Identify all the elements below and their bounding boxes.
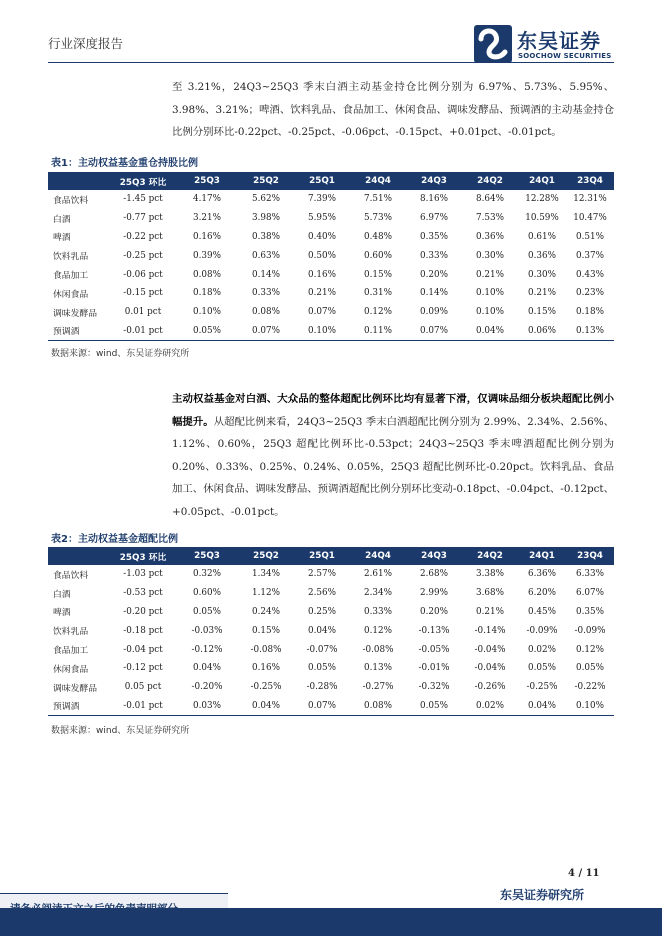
table-cell: 8.64% bbox=[476, 194, 504, 205]
table-row bbox=[48, 190, 614, 209]
table-cell: 0.18% bbox=[576, 307, 604, 318]
table-cell: 0.04% bbox=[462, 322, 518, 341]
table-cell: 0.13% bbox=[566, 322, 614, 341]
table-cell: 0.16% bbox=[308, 269, 336, 280]
table-cell: 0.10% bbox=[193, 307, 221, 318]
table-cell: 0.12% bbox=[576, 644, 604, 655]
table-header-row bbox=[48, 172, 614, 190]
table-cell: 0.61% bbox=[528, 231, 556, 242]
table-cell: 0.01 pct bbox=[124, 307, 162, 318]
table-header-cell: 25Q3 环比 bbox=[110, 172, 176, 190]
table-cell: 0.38% bbox=[252, 231, 280, 242]
table-cell: -0.09% bbox=[574, 625, 606, 636]
table-cell: 0.02% bbox=[528, 644, 556, 655]
table-cell: 0.13% bbox=[364, 663, 392, 674]
table-cell: 3.98% bbox=[252, 213, 280, 224]
table-header-cell: 23Q4 bbox=[566, 172, 614, 190]
table-cell: -0.01% bbox=[418, 663, 450, 674]
table-cell: 0.10% bbox=[476, 288, 504, 299]
table-cell: 0.06% bbox=[518, 322, 566, 341]
table2-source: 数据来源：wind、东吴证券研究所 bbox=[51, 726, 190, 736]
footer-brand: 东吴证券研究所 bbox=[500, 888, 585, 902]
analysis-paragraph bbox=[172, 388, 614, 523]
table-cell: -0.07% bbox=[306, 644, 338, 655]
table-cell: -0.25 pct bbox=[123, 250, 163, 261]
table-cell: 3.68% bbox=[476, 588, 504, 599]
table-cell: 0.04% bbox=[238, 697, 294, 716]
table-header-cell: 24Q3 bbox=[406, 172, 462, 190]
table-cell: -0.18 pct bbox=[123, 625, 163, 636]
table-cell: 0.35% bbox=[420, 231, 448, 242]
table-cell: 0.07% bbox=[294, 697, 350, 716]
row-label: 调味发酵品 bbox=[53, 683, 97, 694]
overweight-table bbox=[48, 547, 614, 716]
table-header-cell: 24Q3 bbox=[406, 547, 462, 565]
table-cell: -0.22% bbox=[574, 682, 606, 693]
table-cell: 0.48% bbox=[364, 231, 392, 242]
table-cell: 7.51% bbox=[364, 194, 392, 205]
table-cell: 0.14% bbox=[252, 269, 280, 280]
table-header-cell: 25Q1 bbox=[294, 547, 350, 565]
table-cell: 0.50% bbox=[308, 250, 336, 261]
brand-logo bbox=[474, 24, 614, 66]
table-header-cell: 24Q2 bbox=[462, 172, 518, 190]
table-cell: 0.30% bbox=[528, 269, 556, 280]
table-row bbox=[48, 246, 614, 265]
table-cell: 6.20% bbox=[528, 588, 556, 599]
row-label: 饮料乳品 bbox=[53, 627, 89, 638]
table-cell: 0.20% bbox=[420, 269, 448, 280]
row-label: 调味发酵品 bbox=[53, 308, 97, 319]
report-type: 行业深度报告 bbox=[48, 36, 124, 51]
table-cell: 5.73% bbox=[364, 213, 392, 224]
table-cell: 5.95% bbox=[308, 213, 336, 224]
table-row bbox=[48, 565, 614, 584]
table-cell: 0.39% bbox=[193, 250, 221, 261]
table-row bbox=[48, 284, 614, 303]
table-cell: 0.03% bbox=[176, 697, 238, 716]
table-cell: 0.12% bbox=[364, 307, 392, 318]
row-label: 白酒 bbox=[53, 589, 71, 600]
table-cell: 0.08% bbox=[252, 307, 280, 318]
table-cell: 0.15% bbox=[252, 625, 280, 636]
table-cell: 0.33% bbox=[252, 288, 280, 299]
table-cell: 0.32% bbox=[193, 569, 221, 580]
table-cell: -0.14% bbox=[474, 625, 506, 636]
footer-bar bbox=[0, 908, 662, 936]
table-header-row bbox=[48, 547, 614, 565]
table-cell: 0.04% bbox=[518, 697, 566, 716]
table-cell: 0.21% bbox=[308, 288, 336, 299]
table-cell: -0.04% bbox=[474, 644, 506, 655]
table-row bbox=[48, 603, 614, 622]
holdings-table bbox=[48, 172, 614, 341]
table-cell: 0.40% bbox=[308, 231, 336, 242]
table-cell: 0.60% bbox=[364, 250, 392, 261]
table-cell: -0.03% bbox=[191, 625, 223, 636]
table-row bbox=[48, 228, 614, 247]
table-cell: 0.07% bbox=[406, 322, 462, 341]
table-cell: 2.99% bbox=[420, 588, 448, 599]
table-cell: 0.33% bbox=[364, 606, 392, 617]
table-cell: -0.13% bbox=[418, 625, 450, 636]
table-cell: 0.18% bbox=[193, 288, 221, 299]
table-cell: 0.05% bbox=[528, 663, 556, 674]
table-cell: 2.56% bbox=[308, 588, 336, 599]
analysis-body: 从超配比例来看，24Q3~25Q3 季末白酒超配比例分别为 2.99%、2.34%、2.56%、1.12%、0.60%，25Q3 超配比例环比-0.53pct；24Q3~25Q3 季末啤酒超配比例分别为 0.20%、0.33%、0.25%、0.24%、0.05%，25Q3 超配比例环比-0.20pct。饮料乳品、食品加工、休闲食品、调味发酵品、预调酒超配比例分别环比变动-0.18pct、-0.04pct、-0.12pct、+0.05pct、-0.01pct。 bbox=[172, 415, 614, 518]
table-row bbox=[48, 584, 614, 603]
table-header-cell bbox=[48, 172, 110, 190]
table-cell: 7.53% bbox=[476, 213, 504, 224]
table-row bbox=[48, 640, 614, 659]
table-cell: -0.28% bbox=[306, 682, 338, 693]
table-cell: 3.21% bbox=[193, 213, 221, 224]
table-header-cell bbox=[48, 547, 110, 565]
table-header-cell: 25Q1 bbox=[294, 172, 350, 190]
table-cell: 1.34% bbox=[252, 569, 280, 580]
table-cell: -0.08% bbox=[362, 644, 394, 655]
table-row bbox=[48, 621, 614, 640]
table-cell: -0.04% bbox=[474, 663, 506, 674]
total-pages: 11 bbox=[585, 868, 600, 879]
table-cell: 7.39% bbox=[308, 194, 336, 205]
table-cell: 0.04% bbox=[193, 663, 221, 674]
table1-source: 数据来源：wind、东吴证券研究所 bbox=[51, 349, 190, 359]
table-cell: 12.28% bbox=[525, 194, 559, 205]
table-cell: 0.05 pct bbox=[124, 682, 162, 693]
table-cell: -0.27% bbox=[362, 682, 394, 693]
intro-paragraph: 至 3.21%，24Q3~25Q3 季末白酒主动基金持仓比例分别为 6.97%、5.73%、5.95%、3.98%、3.21%；啤酒、饮料乳品、食品加工、休闲食品、调味发酵品、预调酒的主动基金持仓比例分别环比-0.22pct、-0.25pct、-0.06pct、-0.15pct、+0.01pct、-0.01pct。 bbox=[172, 81, 614, 138]
table-cell: 0.05% bbox=[193, 606, 221, 617]
table-header-cell: 24Q4 bbox=[350, 547, 406, 565]
table-cell: 0.07% bbox=[308, 307, 336, 318]
row-label: 食品加工 bbox=[53, 646, 89, 657]
table-cell: 0.45% bbox=[528, 606, 556, 617]
table-cell: 0.31% bbox=[364, 288, 392, 299]
table-row bbox=[48, 209, 614, 228]
table-cell: 0.51% bbox=[576, 231, 604, 242]
table-cell: -0.26% bbox=[474, 682, 506, 693]
table-cell: 0.11% bbox=[350, 322, 406, 341]
table-cell: -0.05% bbox=[418, 644, 450, 655]
row-label: 食品饮料 bbox=[53, 570, 89, 581]
table-cell: -0.53 pct bbox=[123, 588, 163, 599]
table-cell: 0.15% bbox=[364, 269, 392, 280]
table-cell: 0.02% bbox=[462, 697, 518, 716]
table-row bbox=[48, 697, 614, 716]
table-cell: -0.01 pct bbox=[110, 322, 176, 341]
table-cell: 0.36% bbox=[528, 250, 556, 261]
table-header-cell: 25Q2 bbox=[238, 172, 294, 190]
row-label: 预调酒 bbox=[48, 697, 110, 716]
page-number bbox=[568, 868, 600, 879]
table-row bbox=[48, 303, 614, 322]
table-cell: 0.05% bbox=[176, 322, 238, 341]
table-cell: 0.08% bbox=[350, 697, 406, 716]
table-cell: -1.03 pct bbox=[123, 569, 163, 580]
row-label: 预调酒 bbox=[48, 322, 110, 341]
table-cell: 6.33% bbox=[576, 569, 604, 580]
table-cell: 0.36% bbox=[476, 231, 504, 242]
table-cell: -0.01 pct bbox=[110, 697, 176, 716]
table-cell: 2.34% bbox=[364, 588, 392, 599]
table-cell: -0.22 pct bbox=[123, 231, 163, 242]
table-cell: 0.08% bbox=[193, 269, 221, 280]
table-cell: 6.36% bbox=[528, 569, 556, 580]
table-cell: 2.61% bbox=[364, 569, 392, 580]
table-cell: 0.20% bbox=[420, 606, 448, 617]
table-cell: 6.97% bbox=[420, 213, 448, 224]
table-cell: -0.09% bbox=[526, 625, 558, 636]
brand-logo-icon bbox=[474, 25, 512, 63]
table-cell: 10.47% bbox=[573, 213, 607, 224]
row-label: 啤酒 bbox=[53, 233, 71, 244]
table-cell: 0.05% bbox=[308, 663, 336, 674]
table-cell: 0.63% bbox=[252, 250, 280, 261]
table-header-cell: 25Q3 bbox=[176, 547, 238, 565]
table-row bbox=[48, 678, 614, 697]
analysis-lead: 主动权益基金对白酒、大众品的整体超配比例环比均有显著下滑，仅调味品细分板块超配比例小幅提升。 bbox=[172, 393, 614, 428]
table-header-cell: 25Q3 bbox=[176, 172, 238, 190]
table-cell: 0.24% bbox=[252, 606, 280, 617]
page-separator: / bbox=[578, 868, 583, 879]
table-cell: 12.31% bbox=[573, 194, 607, 205]
table-row bbox=[48, 322, 614, 341]
row-label: 休闲食品 bbox=[53, 289, 89, 300]
table-cell: -0.12 pct bbox=[123, 663, 163, 674]
brand-name-en: SOOCHOW SECURITIES bbox=[518, 52, 612, 60]
table-cell: 2.68% bbox=[420, 569, 448, 580]
table-cell: -0.77 pct bbox=[123, 213, 163, 224]
table-cell: -0.25% bbox=[250, 682, 282, 693]
table-cell: 0.12% bbox=[364, 625, 392, 636]
table-header-cell: 25Q3 环比 bbox=[110, 547, 176, 565]
table-cell: -1.45 pct bbox=[123, 194, 163, 205]
table-row bbox=[48, 265, 614, 284]
table-cell: 0.21% bbox=[476, 269, 504, 280]
table2-caption: 表2：主动权益基金超配比例 bbox=[51, 534, 178, 545]
table-header-cell: 24Q1 bbox=[518, 547, 566, 565]
table-cell: 0.15% bbox=[528, 307, 556, 318]
table-cell: 0.37% bbox=[576, 250, 604, 261]
table-cell: 0.23% bbox=[576, 288, 604, 299]
brand-name-cn: 东吴证券 bbox=[517, 29, 601, 53]
table-cell: 5.62% bbox=[252, 194, 280, 205]
table-cell: 0.35% bbox=[576, 606, 604, 617]
table-cell: -0.20% bbox=[191, 682, 223, 693]
table-cell: 0.10% bbox=[294, 322, 350, 341]
row-label: 啤酒 bbox=[53, 608, 71, 619]
table-cell: -0.15 pct bbox=[123, 288, 163, 299]
table-cell: 0.33% bbox=[420, 250, 448, 261]
table-cell: 0.04% bbox=[308, 625, 336, 636]
table-cell: 0.10% bbox=[566, 697, 614, 716]
table-cell: -0.08% bbox=[250, 644, 282, 655]
table-header-cell: 23Q4 bbox=[566, 547, 614, 565]
header-divider bbox=[48, 62, 614, 63]
table-cell: -0.12% bbox=[191, 644, 223, 655]
table-cell: 0.25% bbox=[308, 606, 336, 617]
table-cell: 0.21% bbox=[528, 288, 556, 299]
table1-caption: 表1：主动权益基金重仓持股比例 bbox=[51, 158, 198, 169]
table-cell: 0.10% bbox=[476, 307, 504, 318]
table-cell: 0.05% bbox=[406, 697, 462, 716]
row-label: 白酒 bbox=[53, 214, 71, 225]
table-cell: 4.17% bbox=[193, 194, 221, 205]
table-cell: 3.38% bbox=[476, 569, 504, 580]
table-header-cell: 24Q4 bbox=[350, 172, 406, 190]
table-cell: 0.30% bbox=[476, 250, 504, 261]
table-cell: -0.20 pct bbox=[123, 606, 163, 617]
table-header-cell: 24Q1 bbox=[518, 172, 566, 190]
table-cell: 0.43% bbox=[576, 269, 604, 280]
table-cell: 0.14% bbox=[420, 288, 448, 299]
table-cell: 8.16% bbox=[420, 194, 448, 205]
table-cell: 2.57% bbox=[308, 569, 336, 580]
table-cell: -0.25% bbox=[526, 682, 558, 693]
row-label: 食品饮料 bbox=[53, 195, 89, 206]
table-cell: -0.04 pct bbox=[123, 644, 163, 655]
table-cell: 0.21% bbox=[476, 606, 504, 617]
table-cell: 1.12% bbox=[252, 588, 280, 599]
table-row bbox=[48, 659, 614, 678]
current-page: 4 bbox=[568, 868, 575, 879]
table-cell: 0.16% bbox=[252, 663, 280, 674]
table-header-cell: 24Q2 bbox=[462, 547, 518, 565]
row-label: 休闲食品 bbox=[53, 664, 89, 675]
table-cell: 6.07% bbox=[576, 588, 604, 599]
table-cell: 0.07% bbox=[238, 322, 294, 341]
table-header-cell: 25Q2 bbox=[238, 547, 294, 565]
table-cell: 0.16% bbox=[193, 231, 221, 242]
table-cell: -0.32% bbox=[418, 682, 450, 693]
table-cell: -0.06 pct bbox=[123, 269, 163, 280]
table-cell: 10.59% bbox=[525, 213, 559, 224]
table-cell: 0.05% bbox=[576, 663, 604, 674]
row-label: 食品加工 bbox=[53, 271, 89, 282]
row-label: 饮料乳品 bbox=[53, 252, 89, 263]
table-cell: 0.09% bbox=[420, 307, 448, 318]
table-cell: 0.60% bbox=[193, 588, 221, 599]
